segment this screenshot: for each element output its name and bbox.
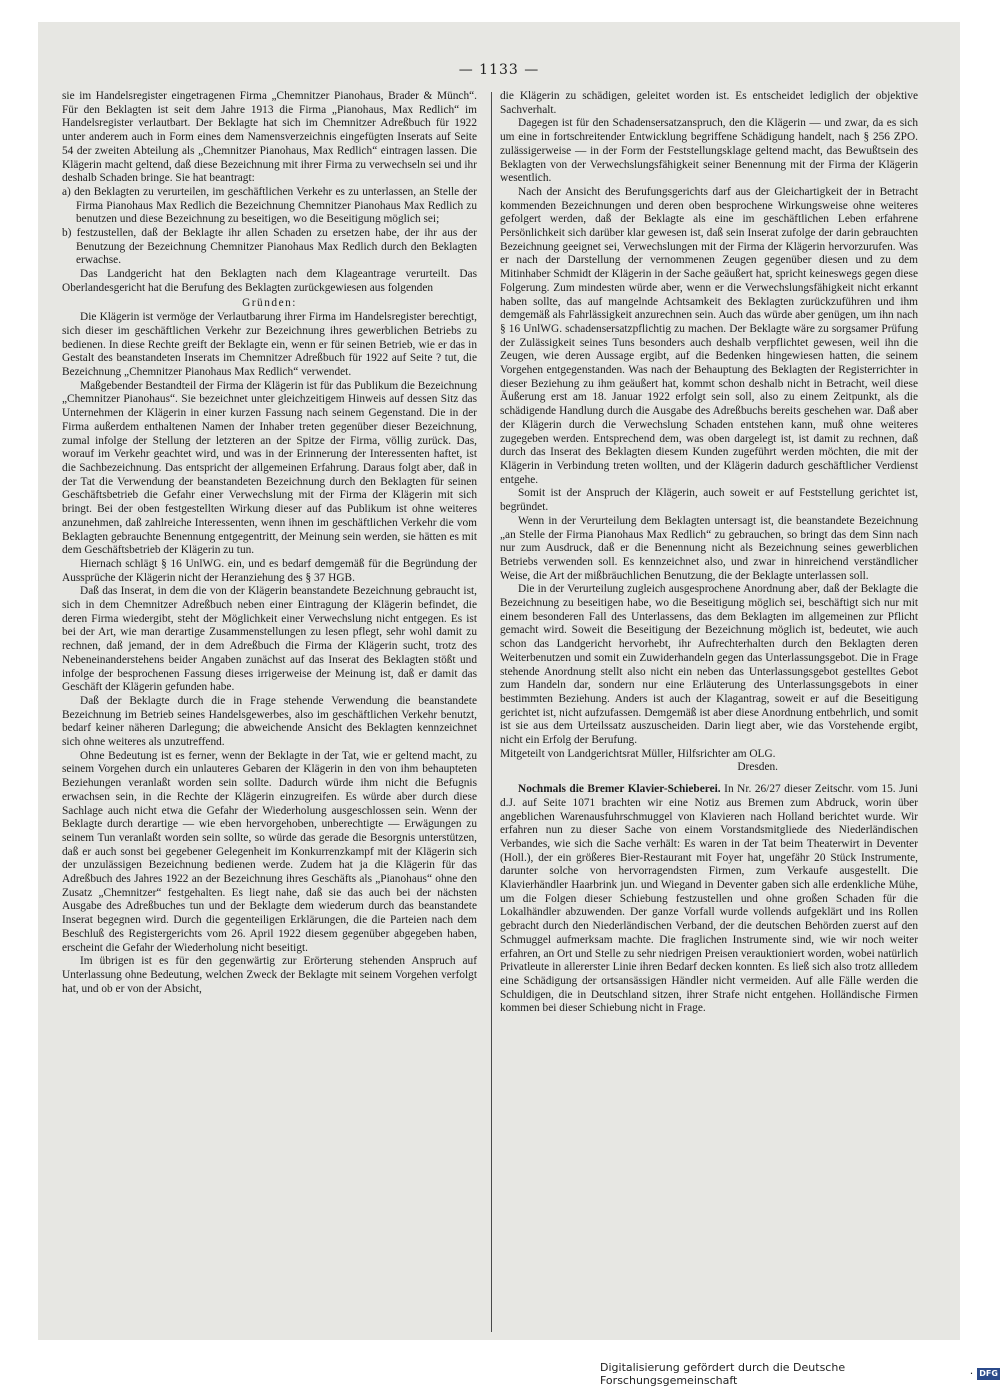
- paragraph: die Klägerin zu schädigen, geleitet worden ist. Es entscheidet lediglich der objektive Sachverhalt.: [500, 90, 918, 116]
- column-divider: [491, 92, 492, 1332]
- paragraph: Maßgebender Bestandteil der Firma der Klägerin ist für das Publikum die Bezeichnung „Chemnitzer Pianohaus“. Sie bezeichnet unter gleichzeitigem Hinweis auf dessen Sitz das Unternehmen der Klägerin in einer kurzen Fassung nach seinem Gegenstand. Die in der Firma außerdem enthaltenen Namen der Inhaber treten gegenüber dieser Bezeichnung, zumal infolge der Stellung der letzteren an der Spitze der Firma, völlig zurück. Das, worauf im Verkehr geachtet wird, und was in der Erinnerung der Interessenten haftet, ist die Sachbezeichnung. Das entspricht der allgemeinen Erfahrung. Daraus folgt aber, daß in der Tat die Verwendung der beanstandeten Bezeichnung durch den Beklagten für seinen Geschäftsbetrieb die Gefahr einer Verwechslung mit der Firma der Klägerin mit sich bringt. Bei der oben festgestellten Wirkung dieser auf das Publikum ist ohne weiteres anzunehmen, daß zahlreiche Interessenten, wenn ihnen im geschäftlichen Verkehr die vom Beklagten gebrauchte Benennung entgegentritt, der Meinung sein werden, sie hätten es mit dem Geschäftsbetrieb der Klägerin zu tun.: [62, 379, 477, 557]
- scanned-page: [38, 22, 960, 1340]
- paragraph: Das Landgericht hat den Beklagten nach dem Klageantrage verurteilt. Das Oberlandesgericht hat die Berufung des Beklagten zurückgewiesen aus folgenden: [62, 268, 477, 294]
- section-heading: Gründen:: [242, 296, 297, 309]
- right-column: [500, 90, 918, 1016]
- paragraph: Somit ist der Anspruch der Klägerin, auch soweit er auf Feststellung gerichtet ist, begründet.: [500, 487, 918, 514]
- article-paragraph: [500, 783, 918, 1016]
- paragraph: Daß der Beklagte durch die in Frage stehende Verwendung die beanstandete Bezeichnung im Betrieb seines Handelsgewerbes, also im geschäftlichen Verkehr benutzt, bedarf keiner näheren Darlegung; die abweichende Ansicht des Beklagten kennzeichnet sich ohne weiteres als unzutreffend.: [62, 694, 477, 749]
- paragraph: Die in der Verurteilung zugleich ausgesprochene Anordnung aber, daß der Beklagte die Bezeichnung zu beseitigen habe, wo die Beseitigung möglich sei, beschäftigt sich nur mit einem besonderen Fall des Unterlassens, das dem Beklagten im allgemeinen zur Pflicht gemacht wird. Soweit die Beseitigung der Bezeichnung möglich ist, bedeutet, wie auch schon das Landgericht hervorhebt, ihr Aufrechterhalten durch den Beklagten deren Weiterbenutzen und somit ein Zuwiderhandeln gegen das Unterlassungsgebot. Die in Frage stehende Anordnung stellt also nicht ein neben das Unterlassungsgebot gestelltes Gebot zum Handeln dar, sondern nur eine Erläuterung des Unterlassungsgebots in einer bestimmten Beziehung. Anders ist auch der Klagantrag, soweit er auf die Beseitigung gerichtet ist, nicht aufzufassen. Demgemäß ist aber diese Anordnung entbehrlich, und somit ist sie aus dem Urteilssatz auszuscheiden. Darin liegt aber, wie das Vorstehende ergibt, nicht ein Erfolg der Berufung.: [500, 583, 918, 747]
- paragraph: Daß das Inserat, in dem die von der Klägerin beanstandete Bezeichnung gebraucht ist, sich in dem Chemnitzer Adreßbuch neben einer Eintragung der Klägerin befindet, die deren Firma wiedergibt, steht der Möglichkeit einer Verwechslung nicht entgegen. Es ist bei der Art, wie man derartige Zusammenstellungen zu lesen pflegt, sehr wohl damit zu rechnen, daß jemand, der in dem Adreßbuch die Firma der Klägerin sucht, trotz des Nebeneinanderstehens beider Angaben zunächst auf das Inserat des Beklagten stößt und infolge der besprochenen Fassung dieses irrigerweise der Meinung ist, daß er damit das Geschäft der Klägerin gefunden habe.: [62, 585, 477, 694]
- left-column: [62, 90, 477, 996]
- paragraph: Nach der Ansicht des Berufungsgerichts darf aus der Gleichartigkeit der in Betracht kommenden Bezeichnungen und deren oben besprochene Wirkungsweise ohne weiteres gefolgert werden, daß der Beklagte als eine im geschäftlichen Leben erfahrene Persönlichkeit sich darüber klar gewesen ist, daß sein Inserat zufolge der darin gebrauchten Bezeichnung geeignet sei, Verwechslungen mit der Firma der Klägerin hervorzurufen. Was er nach der Darstellung der vernommenen Zeugen gegenüber diesen und zu dem Mitinhaber Schmidt der Klägerin in der Sache geäußert hat, spricht keineswegs gegen diese Folgerung. Zum mindesten würde aber, wenn er die Verwechslungsfähigkeit nicht erkannt haben sollte, das auf mangelnde Achtsamkeit des Beklagten zurückzuführen und ihm demgemäß als Fahrlässigkeit anzurechnen sein. Auch das würde aber genügen, um ihn nach § 16 UnlWG. schadensersatzpflichtig zu machen. Der Beklagte wäre zu sorgsamer Prüfung der Zulässigkeit seines Tuns besonders auch deshalb verpflichtet gewesen, weil ihn die Zeugen, wie deren Aussage ergibt, auf die Bedenken hingewiesen hatten, die seinem Vorgehen entgegenstanden. Was nach der Behauptung des Beklagten der Registerrichter in dieser Beziehung zu ihm geäußert hat, kommt schon deshalb nicht in Betracht, weil diese Äußerung erst am 18. Januar 1922 erfolgt sein soll, also zu einem Zeitpunkt, als die schädigende Handlung durch die Ausgabe des Adreßbuchs bereits geschehen war. Daß aber der Klägerin durch die Verwechslung Schaden entstehen kann, muß ohne weiteres zugegeben werden. Entsprechend dem, was oben dargelegt ist, ist damit zu rechnen, daß durch das Inserat des Beklagten diesem Kunden zugeführt werden möchten, die mit der Klägerin in Verbindung treten wollten, und der Klägerin dadurch geschäftlicher Verdienst entgehe.: [500, 185, 918, 486]
- article-body: In Nr. 26/27 dieser Zeitschr. vom 15. Juni d.J. auf Seite 1071 brachten wir eine Notiz aus Bremen zum Abdruck, worin über angeblichen Warenausfuhrschmuggel von Klavieren nach Holland berichtet wurde. Wir erfahren nun zu dieser Sache von einem Vorstandsmitgliede des Niederländischen Verbandes, wie sich die Sache verhält: Es waren in der Tat beim Theaterwirt in Deventer (Holl.), der ein größeres Bier-Restaurant mit Foyer hat, ungefähr 20 Stück Instrumente, darunter solche von hervorragendsten Firmen, zum Verkaufe ausgestellt. Die Klavierhändler Haarbrink jun. und Wiegand in Deventer gaben sich alle erdenkliche Mühe, um die Folgen dieser Schiebung festzustellen und ohne großen Schaden für die Lokalhändler abzuwenden. Der ganze Vorfall wurde vollends aufgeklärt und ins Rollen gebracht durch den Niederländischen Verband, der die deutschen Behörden zuerst auf den Schmuggel aufmerksam machte. Die fraglichen Instrumente sind, wie wir noch weiter erfahren, an Ort und Stelle zu sehr niedrigen Preisen verauktioniert worden, wobei natürlich Privatleute in allererster Linie ihren Bedarf decken konnten. Es ließ sich also trotz allledem eine Schädigung der ortsansässigen Händler nicht vermeiden. Auf alle Fälle werden die Schuldigen, die in Deutschland sitzen, ihrer Strafe nicht entgehen. Holländische Firmen kommen bei dieser Schiebung nicht in Frage.: [500, 783, 919, 1015]
- footer: Digitalisierung gefördert durch die Deutsche Forschungsgemeinschaft · DFG: [600, 1366, 1000, 1381]
- paragraph: Wenn in der Verurteilung dem Beklagten untersagt ist, die beanstandete Bezeichnung „an Stelle der Firma Pianohaus Max Redlich“ zu gebrauchen, so bringt das dem Sinn nach nur zum Ausdruck, daß er die Benennung nicht als Bezeichnung seines gewerblichen Betriebs verwenden soll. Es kennzeichnet also, und zwar in hinreichend verständlicher Weise, die Art der mißbräuchlichen Benutzung, die der Beklagte unterlassen soll.: [500, 514, 918, 582]
- list-item-a: a) den Beklagten zu verurteilen, im geschäftlichen Verkehr es zu unterlassen, an Stelle der Firma Pianohaus Max Redlich die Bezeichnung Chemnitzer Pianohaus Max Redlich zu benutzen und diese Bezeichnung zu beseitigen, wo die Beseitigung möglich sei;: [62, 185, 477, 226]
- paragraph: Die Klägerin ist vermöge der Verlautbarung ihrer Firma im Handelsregister berechtigt, sich dieser im geschäftlichen Verkehr zur Bezeichnung ihres gewerblichen Betriebs zu bedienen. In diese Rechte greift der Beklagte ein, wenn er für seinen Betrieb, wie er das in Gestalt des beanstandeten Inserats im Chemnitzer Adreßbuch für 1922 auf Seite ? tut, die Bezeichnung „Chemnitzer Pianohaus Max Redlich“ verwendet.: [62, 311, 477, 379]
- list-item-b: b) festzustellen, daß der Beklagte ihr allen Schaden zu ersetzen habe, der ihr aus der Benutzung der Bezeichnung Chemnitzer Pianohaus Max Redlich durch den Beklagten erwachse.: [62, 227, 477, 267]
- paragraph: sie im Handelsregister eingetragenen Firma „Chemnitzer Pianohaus, Brader & Münch“. Für den Beklagten ist seit dem Jahre 1913 die Firma „Pianohaus, Max Redlich“ im Handelsregister verlautbart. Der Beklagte hat sich im Chemnitzer Adreßbuch für 1922 unter anderem auch in Form eines dem Namensverzeichnis eingefügten Inserats auf Seite 54 der zweiten Abteilung als „Chemnitzer Pianohaus, Max Redlich“ eintragen lassen. Die Klägerin macht geltend, daß diese Bezeichnung mit ihrer Firma zu verwechseln sei und ihr deshalb Schaden bringe. Sie hat beantragt:: [62, 90, 477, 185]
- footer-text: Digitalisierung gefördert durch die Deutsche Forschungsgemeinschaft: [600, 1360, 846, 1387]
- attribution-city: Dresden.: [737, 761, 778, 774]
- page-number: — 1133 —: [458, 62, 540, 78]
- attribution-line: Mitgeteilt von Landgerichtsrat Müller, Hilfsrichter am OLG.: [500, 747, 776, 760]
- paragraph: Hiernach schlägt § 16 UnlWG. ein, und es bedarf demgemäß für die Begründung der Aussprüche der Klägerin nicht der Heranziehung des § 37 HGB.: [62, 557, 477, 584]
- paragraph: Dagegen ist für den Schadensersatzanspruch, den die Klägerin — und zwar, da es sich um eine in fortschreitender Entwicklung begriffene Schädigung handelt, nach § 256 ZPO. zulässigerweise — in der Form der Feststellungsklage geltend macht, das Bewußtsein des Beklagten von der Verwechslungsfähigkeit seiner Benennung mit der Firma der Klägerin wesentlich.: [500, 117, 918, 185]
- article-title: Nochmals die Bremer Klavier-Schieberei.: [518, 783, 721, 796]
- dfg-logo-icon: DFG: [977, 1368, 1000, 1380]
- paragraph: Ohne Bedeutung ist es ferner, wenn der Beklagte in der Tat, wie er geltend macht, zu seinem Vorgehen durch ein unlauteres Gebaren der Klägerin in den von ihm behaupteten Beziehungen veranlaßt worden sein sollte. Dadurch würde ihm nicht die Befugnis erwachsen sein, in die Rechte der Klägerin einzugreifen. Es würde aber durch diese Sachlage auch nicht etwa die Gefahr der Wiederholung ausgeschlossen sein. Wenn der Beklagte durch derartige — wie eben hervorgehoben, unberechtigte — Erwägungen zu seinem Tun veranlaßt worden sein sollte, so würde das gerade die Besorgnis unterstützen, daß er auch sonst bei gegebener Gelegenheit im Konkurrenzkampf mit der Klägerin sich der unzulässigen Bezeichnung bedienen werde. Zudem hat ja die Klägerin für das Adreßbuch des Jahres 1922 an der Bezeichnung ihres Geschäfts als „Pianohaus“ ohne den Zusatz „Chemnitzer“ festgehalten. Es liegt nahe, daß sie das auch bei der nächsten Ausgabe des Adreßbuches tun und der Beklagte dem wiederum durch das beanstandete Inserat begegnen wird. Durch die gegenteiligen Erklärungen, die die Parteien nach dem Beschluß des Registergerichts vom 26. April 1922 diesem gegenüber abgegeben haben, erscheint die Gefahr der Wiederholung nicht beseitigt.: [62, 749, 477, 954]
- paragraph: Im übrigen ist es für den gegenwärtig zur Erörterung stehenden Anspruch auf Unterlassung ohne Bedeutung, welchen Zweck der Beklagte mit seinem Vorgehen verfolgt hat, und ob er von der Absicht,: [62, 955, 477, 995]
